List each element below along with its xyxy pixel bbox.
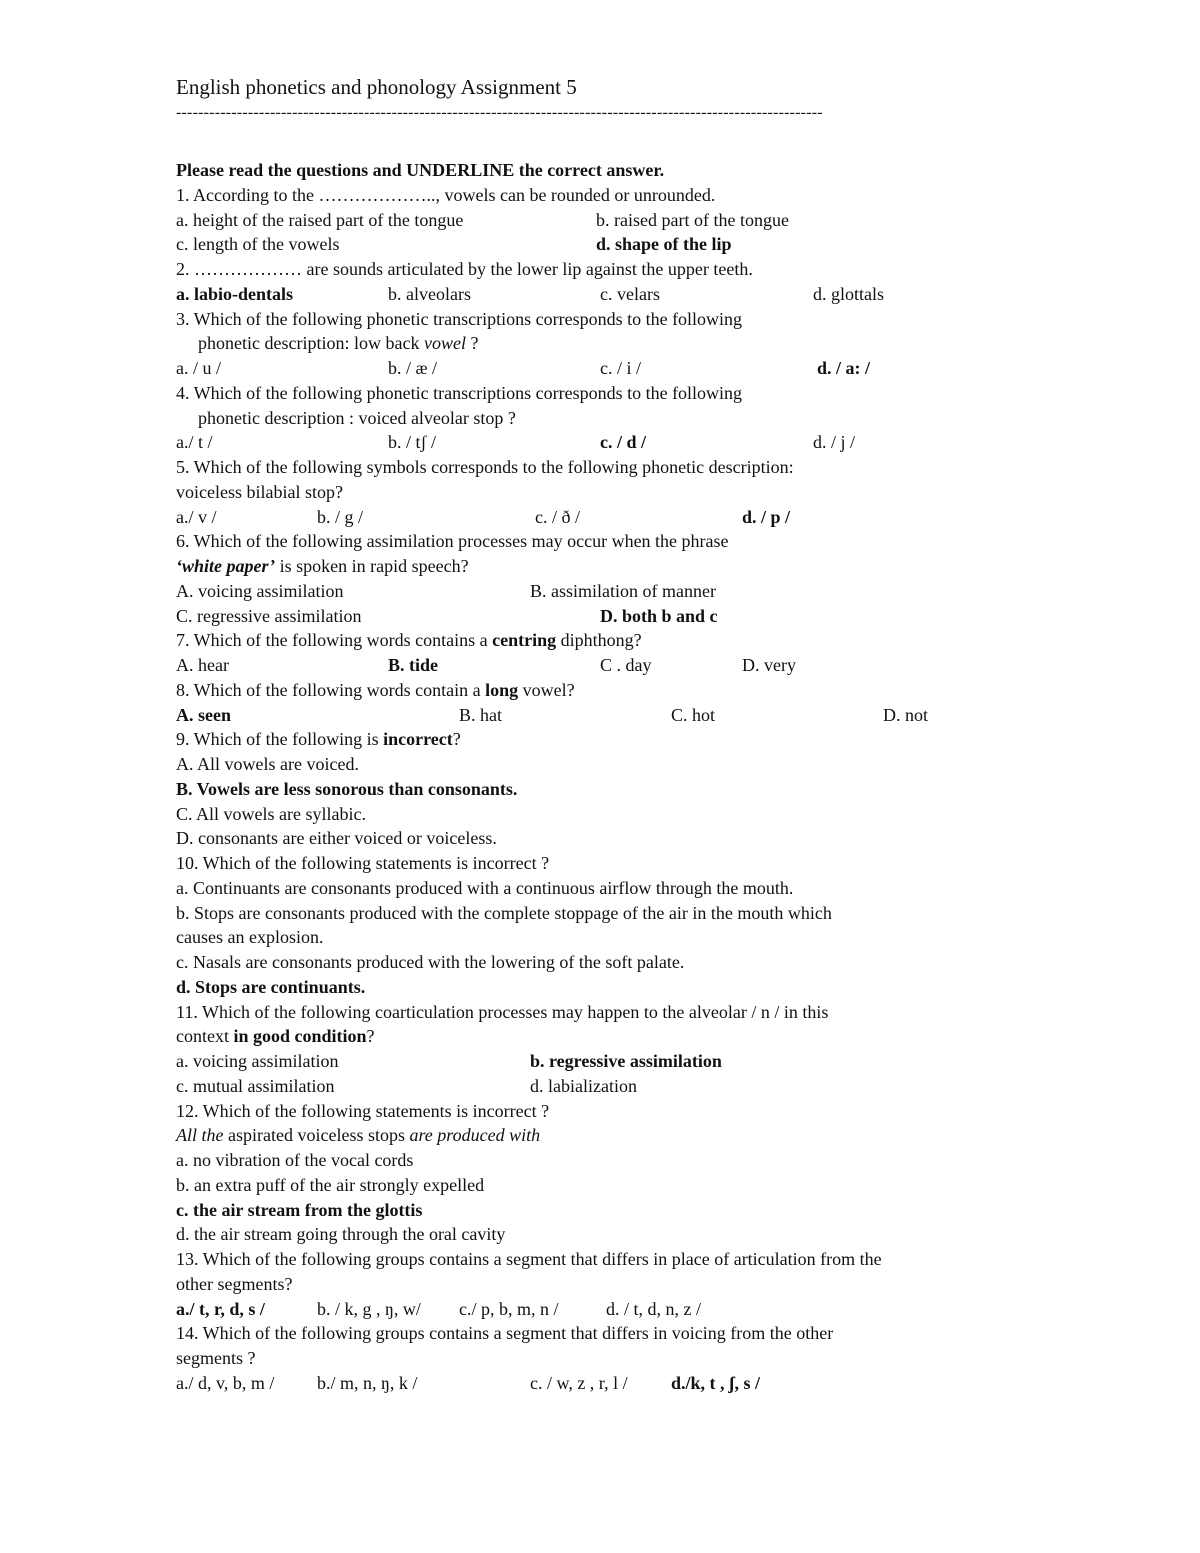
q2-stem: 2. ……………… are sounds articulated by the lower lip against the upper teeth.	[176, 259, 753, 279]
q2-options	[176, 282, 1036, 307]
q1-option-c[interactable]: c. length of the vowels	[176, 234, 340, 255]
q11-stem-line2: context in good condition?	[176, 1026, 375, 1047]
q14-option-d[interactable]: d./k, t , ʃ, s /	[671, 1372, 760, 1393]
q6-option-d[interactable]: D. both b and c	[600, 605, 718, 626]
q2-option-d[interactable]: d. glottals	[813, 283, 884, 304]
q3-option-b[interactable]: b. / æ /	[388, 358, 438, 378]
q7-option-a[interactable]: A. hear	[176, 655, 229, 675]
q5-option-b[interactable]: b. / g /	[317, 506, 364, 527]
q3-option-c[interactable]: c. / i /	[600, 358, 641, 378]
q11-options-row1	[176, 1049, 1036, 1074]
q10-stem: 10. Which of the following statements is incorrect ?	[176, 853, 550, 873]
q11-option-c[interactable]: c. mutual assimilation	[176, 1075, 335, 1096]
q1-options-row1	[176, 208, 1036, 233]
q13-options	[176, 1297, 1036, 1322]
q1-option-a[interactable]: a. height of the raised part of the tongue	[176, 209, 464, 230]
q3-stem-line1: 3. Which of the following phonetic transcriptions corresponds to the following	[176, 308, 743, 329]
q6-options-row2	[176, 604, 1036, 629]
q8-option-b[interactable]: B. hat	[459, 704, 502, 725]
q12-stem: 12. Which of the following statements is incorrect ?	[176, 1100, 550, 1121]
q3-option-d[interactable]: d. / a: /	[817, 358, 871, 378]
q8-option-a[interactable]: A. seen	[176, 704, 231, 725]
q7-option-b[interactable]: B. tide	[388, 655, 439, 675]
q9-option-b[interactable]: B. Vowels are less sonorous than consonants.	[176, 778, 518, 799]
q13-stem-line1: 13. Which of the following groups contains a segment that differs in place of articulation from the	[176, 1249, 882, 1269]
q3-options	[176, 356, 1036, 381]
q5-stem-line2: voiceless bilabial stop?	[176, 481, 343, 502]
q6-stem-line1: 6. Which of the following assimilation processes may occur when the phrase	[176, 531, 729, 552]
q6-option-b[interactable]: B. assimilation of manner	[530, 580, 716, 601]
q3-stem-line2: phonetic description: low back vowel ?	[198, 333, 479, 354]
q7-stem: 7. Which of the following words contains a centring diphthong?	[176, 630, 642, 651]
q10-option-c[interactable]: c. Nasals are consonants produced with the lowering of the soft palate.	[176, 952, 685, 972]
q1-option-b[interactable]: b. raised part of the tongue	[596, 209, 789, 230]
q12-option-b[interactable]: b. an extra puff of the air strongly expelled	[176, 1174, 485, 1195]
q4-stem-line1: 4. Which of the following phonetic transcriptions corresponds to the following	[176, 382, 743, 403]
q5-options	[176, 505, 1036, 530]
q13-option-c[interactable]: c./ p, b, m, n /	[459, 1298, 559, 1319]
q12-option-a[interactable]: a. no vibration of the vocal cords	[176, 1150, 414, 1170]
q14-options	[176, 1371, 1036, 1396]
q5-option-d[interactable]: d. / p /	[742, 506, 791, 527]
q14-option-c[interactable]: c. / w, z , r, l /	[530, 1372, 628, 1393]
q7-options	[176, 653, 1036, 678]
q8-option-d[interactable]: D. not	[883, 704, 928, 725]
q14-stem-line2: segments ?	[176, 1348, 256, 1368]
q4-option-d[interactable]: d. / j /	[813, 432, 856, 453]
q9-option-a[interactable]: A. All vowels are voiced.	[176, 754, 359, 774]
q4-stem-line2: phonetic description : voiced alveolar stop ?	[198, 407, 516, 428]
q11-stem-line1: 11. Which of the following coarticulation processes may happen to the alveolar / n / in this	[176, 1001, 829, 1022]
q8-option-c[interactable]: C. hot	[671, 704, 716, 725]
q10-option-b-line2[interactable]: causes an explosion.	[176, 927, 324, 948]
q8-options	[176, 703, 1036, 728]
q14-option-b[interactable]: b./ m, n, ŋ, k /	[317, 1372, 418, 1393]
q4-option-a[interactable]: a./ t /	[176, 432, 213, 453]
q14-option-a[interactable]: a./ d, v, b, m /	[176, 1372, 275, 1393]
q12-option-c[interactable]: c. the air stream from the glottis	[176, 1199, 423, 1220]
q1-stem: 1. According to the ……………….., vowels can be rounded or unrounded.	[176, 184, 716, 205]
q6-stem-line2: ‘white paper’ is spoken in rapid speech?	[176, 556, 469, 576]
q6-option-a[interactable]: A. voicing assimilation	[176, 580, 344, 601]
q2-option-b[interactable]: b. alveolars	[388, 283, 471, 304]
q6-options-row1	[176, 579, 1036, 604]
q11-option-b[interactable]: b. regressive assimilation	[530, 1051, 722, 1071]
q11-option-d[interactable]: d. labialization	[530, 1075, 637, 1096]
q6-option-c[interactable]: C. regressive assimilation	[176, 605, 362, 626]
q8-stem: 8. Which of the following words contain a long vowel?	[176, 679, 575, 700]
assignment-page	[176, 72, 1036, 1396]
q12-option-d[interactable]: d. the air stream going through the oral cavity	[176, 1224, 506, 1245]
q1-options-row2	[176, 232, 1036, 257]
q5-stem-line1: 5. Which of the following symbols corresponds to the following phonetic description:	[176, 457, 794, 477]
q11-options-row2	[176, 1074, 1036, 1099]
q9-option-d[interactable]: D. consonants are either voiced or voiceless.	[176, 828, 497, 849]
document-title: English phonetics and phonology Assignment 5	[176, 75, 577, 99]
q3-option-a[interactable]: a. / u /	[176, 358, 221, 378]
q7-option-d[interactable]: D. very	[742, 655, 796, 675]
q10-option-d[interactable]: d. Stops are continuants.	[176, 976, 366, 997]
q5-option-c[interactable]: c. / ð /	[535, 506, 580, 527]
q13-stem-line2: other segments?	[176, 1273, 293, 1294]
instruction: Please read the questions and UNDERLINE the correct answer.	[176, 160, 665, 180]
q13-option-d[interactable]: d. / t, d, n, z /	[606, 1298, 701, 1319]
q13-option-b[interactable]: b. / k, g , ŋ, w/	[317, 1298, 421, 1319]
q7-option-c[interactable]: C . day	[600, 655, 652, 675]
q10-option-a[interactable]: a. Continuants are consonants produced with a continuous airflow through the mouth.	[176, 877, 794, 898]
questions	[176, 158, 1036, 1396]
q1-option-d[interactable]: d. shape of the lip	[596, 234, 732, 255]
q9-stem: 9. Which of the following is incorrect?	[176, 729, 461, 750]
q5-option-a[interactable]: a./ v /	[176, 506, 217, 527]
q4-option-b[interactable]: b. / tʃ /	[388, 432, 436, 453]
q13-option-a[interactable]: a./ t, r, d, s /	[176, 1298, 265, 1319]
q4-option-c[interactable]: c. / d /	[600, 432, 647, 453]
q12-stem-line2: All the aspirated voiceless stops are produced with	[176, 1125, 541, 1146]
q9-option-c[interactable]: C. All vowels are syllabic.	[176, 803, 366, 824]
q11-option-a[interactable]: a. voicing assimilation	[176, 1051, 339, 1071]
q2-option-a[interactable]: a. labio-dentals	[176, 283, 294, 304]
q2-option-c[interactable]: c. velars	[600, 283, 660, 304]
q4-options	[176, 430, 1036, 455]
separator-line: ---------------------------------------------------------------------------------------------------------------------	[176, 104, 823, 121]
q10-option-b-line1[interactable]: b. Stops are consonants produced with the complete stoppage of the air in the mouth which	[176, 902, 832, 923]
q14-stem-line1: 14. Which of the following groups contains a segment that differs in voicing from the other	[176, 1323, 834, 1344]
